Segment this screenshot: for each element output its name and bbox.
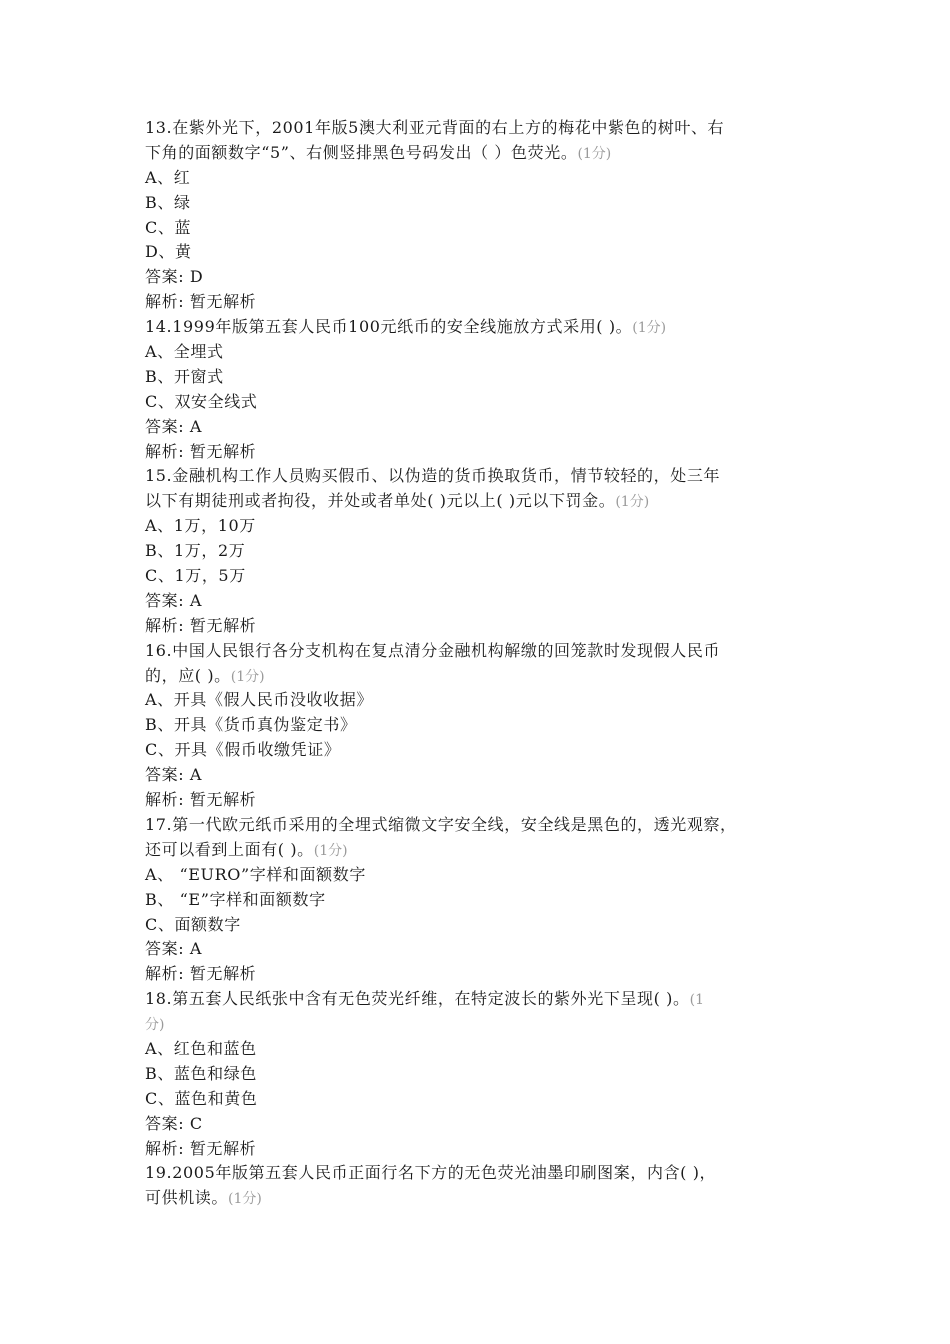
option-c: C、开具《假币收缴凭证》 [145, 740, 341, 760]
question-stem-line: 17.第一代欧元纸币采用的全埋式缩微文字安全线，安全线是黑色的，透光观察， [145, 814, 737, 834]
option-c: C、1万，5万 [145, 566, 246, 586]
option-c: C、双安全线式 [145, 391, 258, 411]
analysis-line: 解析: 暂无解析 [145, 1138, 257, 1158]
question-score-continued: 分) [145, 1017, 165, 1034]
question-stem-line: 18.第五套人民纸张中含有无色荧光纤维，在特定波长的紫外光下呈现( )。 [145, 989, 690, 1009]
answer-line: 答案: A [145, 590, 203, 610]
option-a: A、红 [145, 167, 191, 187]
analysis-line: 解析: 暂无解析 [145, 964, 257, 984]
option-d: D、黄 [145, 242, 192, 262]
option-a: A、红色和蓝色 [145, 1038, 257, 1058]
option-b: B、 “E”字样和面额数字 [145, 889, 326, 909]
option-c: C、面额数字 [145, 914, 241, 934]
option-c: C、蓝色和黄色 [145, 1088, 258, 1108]
analysis-line: 解析: 暂无解析 [145, 441, 257, 461]
option-a: A、全埋式 [145, 342, 224, 362]
option-b: B、1万，2万 [145, 541, 246, 561]
analysis-line: 解析: 暂无解析 [145, 292, 257, 312]
option-b: B、开窗式 [145, 366, 224, 386]
question-score: (1分) [577, 145, 612, 162]
option-b: B、蓝色和绿色 [145, 1063, 257, 1083]
answer-line: 答案: C [145, 1113, 203, 1133]
question-16 [145, 639, 815, 813]
question-14 [145, 315, 815, 464]
question-15 [145, 464, 815, 638]
question-score: (1分) [313, 842, 348, 859]
question-17 [145, 813, 815, 987]
option-c: C、蓝 [145, 217, 192, 237]
question-score: (1分) [632, 320, 667, 337]
analysis-line: 解析: 暂无解析 [145, 615, 257, 635]
option-a: A、1万，10万 [145, 516, 256, 536]
question-score: (1分) [230, 668, 265, 685]
question-stem-line: 19.2005年版第五套人民币正面行名下方的无色荧光油墨印刷图案，内含( )， [145, 1163, 717, 1183]
option-b: B、绿 [145, 192, 191, 212]
question-stem-line: 还可以看到上面有( )。 [145, 839, 314, 859]
question-stem-line: 下角的面额数字“5”、右侧竖排黑色号码发出（ ）色荧光。 [145, 142, 578, 162]
question-stem-line: 可供机读。 [145, 1188, 229, 1208]
question-score: (1分) [615, 494, 650, 511]
answer-line: 答案: A [145, 765, 203, 785]
question-18 [145, 987, 815, 1161]
answer-line: 答案: D [145, 267, 204, 287]
question-stem-line: 14.1999年版第五套人民币100元纸币的安全线施放方式采用( )。 [145, 317, 633, 337]
exam-document [145, 116, 815, 1211]
answer-line: 答案: A [145, 939, 203, 959]
question-stem-line: 以下有期徒刑或者拘役，并处或者单处( )元以上( )元以下罚金。 [145, 491, 616, 511]
answer-line: 答案: A [145, 416, 203, 436]
question-stem-line: 的，应( )。 [145, 665, 231, 685]
question-stem-line: 16.中国人民银行各分支机构在复点清分金融机构解缴的回笼款时发现假人民币 [145, 640, 721, 660]
option-b: B、开具《货币真伪鉴定书》 [145, 715, 357, 735]
question-stem-line: 15.金融机构工作人员购买假币、以伪造的货币换取货币，情节较轻的，处三年 [145, 466, 721, 486]
question-13 [145, 116, 815, 315]
question-score: (1 [689, 992, 704, 1009]
option-a: A、 “EURO”字样和面额数字 [145, 864, 366, 884]
question-score: (1分) [228, 1191, 262, 1208]
option-a: A、开具《假人民币没收收据》 [145, 690, 373, 710]
analysis-line: 解析: 暂无解析 [145, 790, 257, 810]
question-stem-line: 13.在紫外光下，2001年版5澳大利亚元背面的右上方的梅花中紫色的树叶、右 [145, 118, 725, 137]
question-19 [145, 1161, 815, 1211]
